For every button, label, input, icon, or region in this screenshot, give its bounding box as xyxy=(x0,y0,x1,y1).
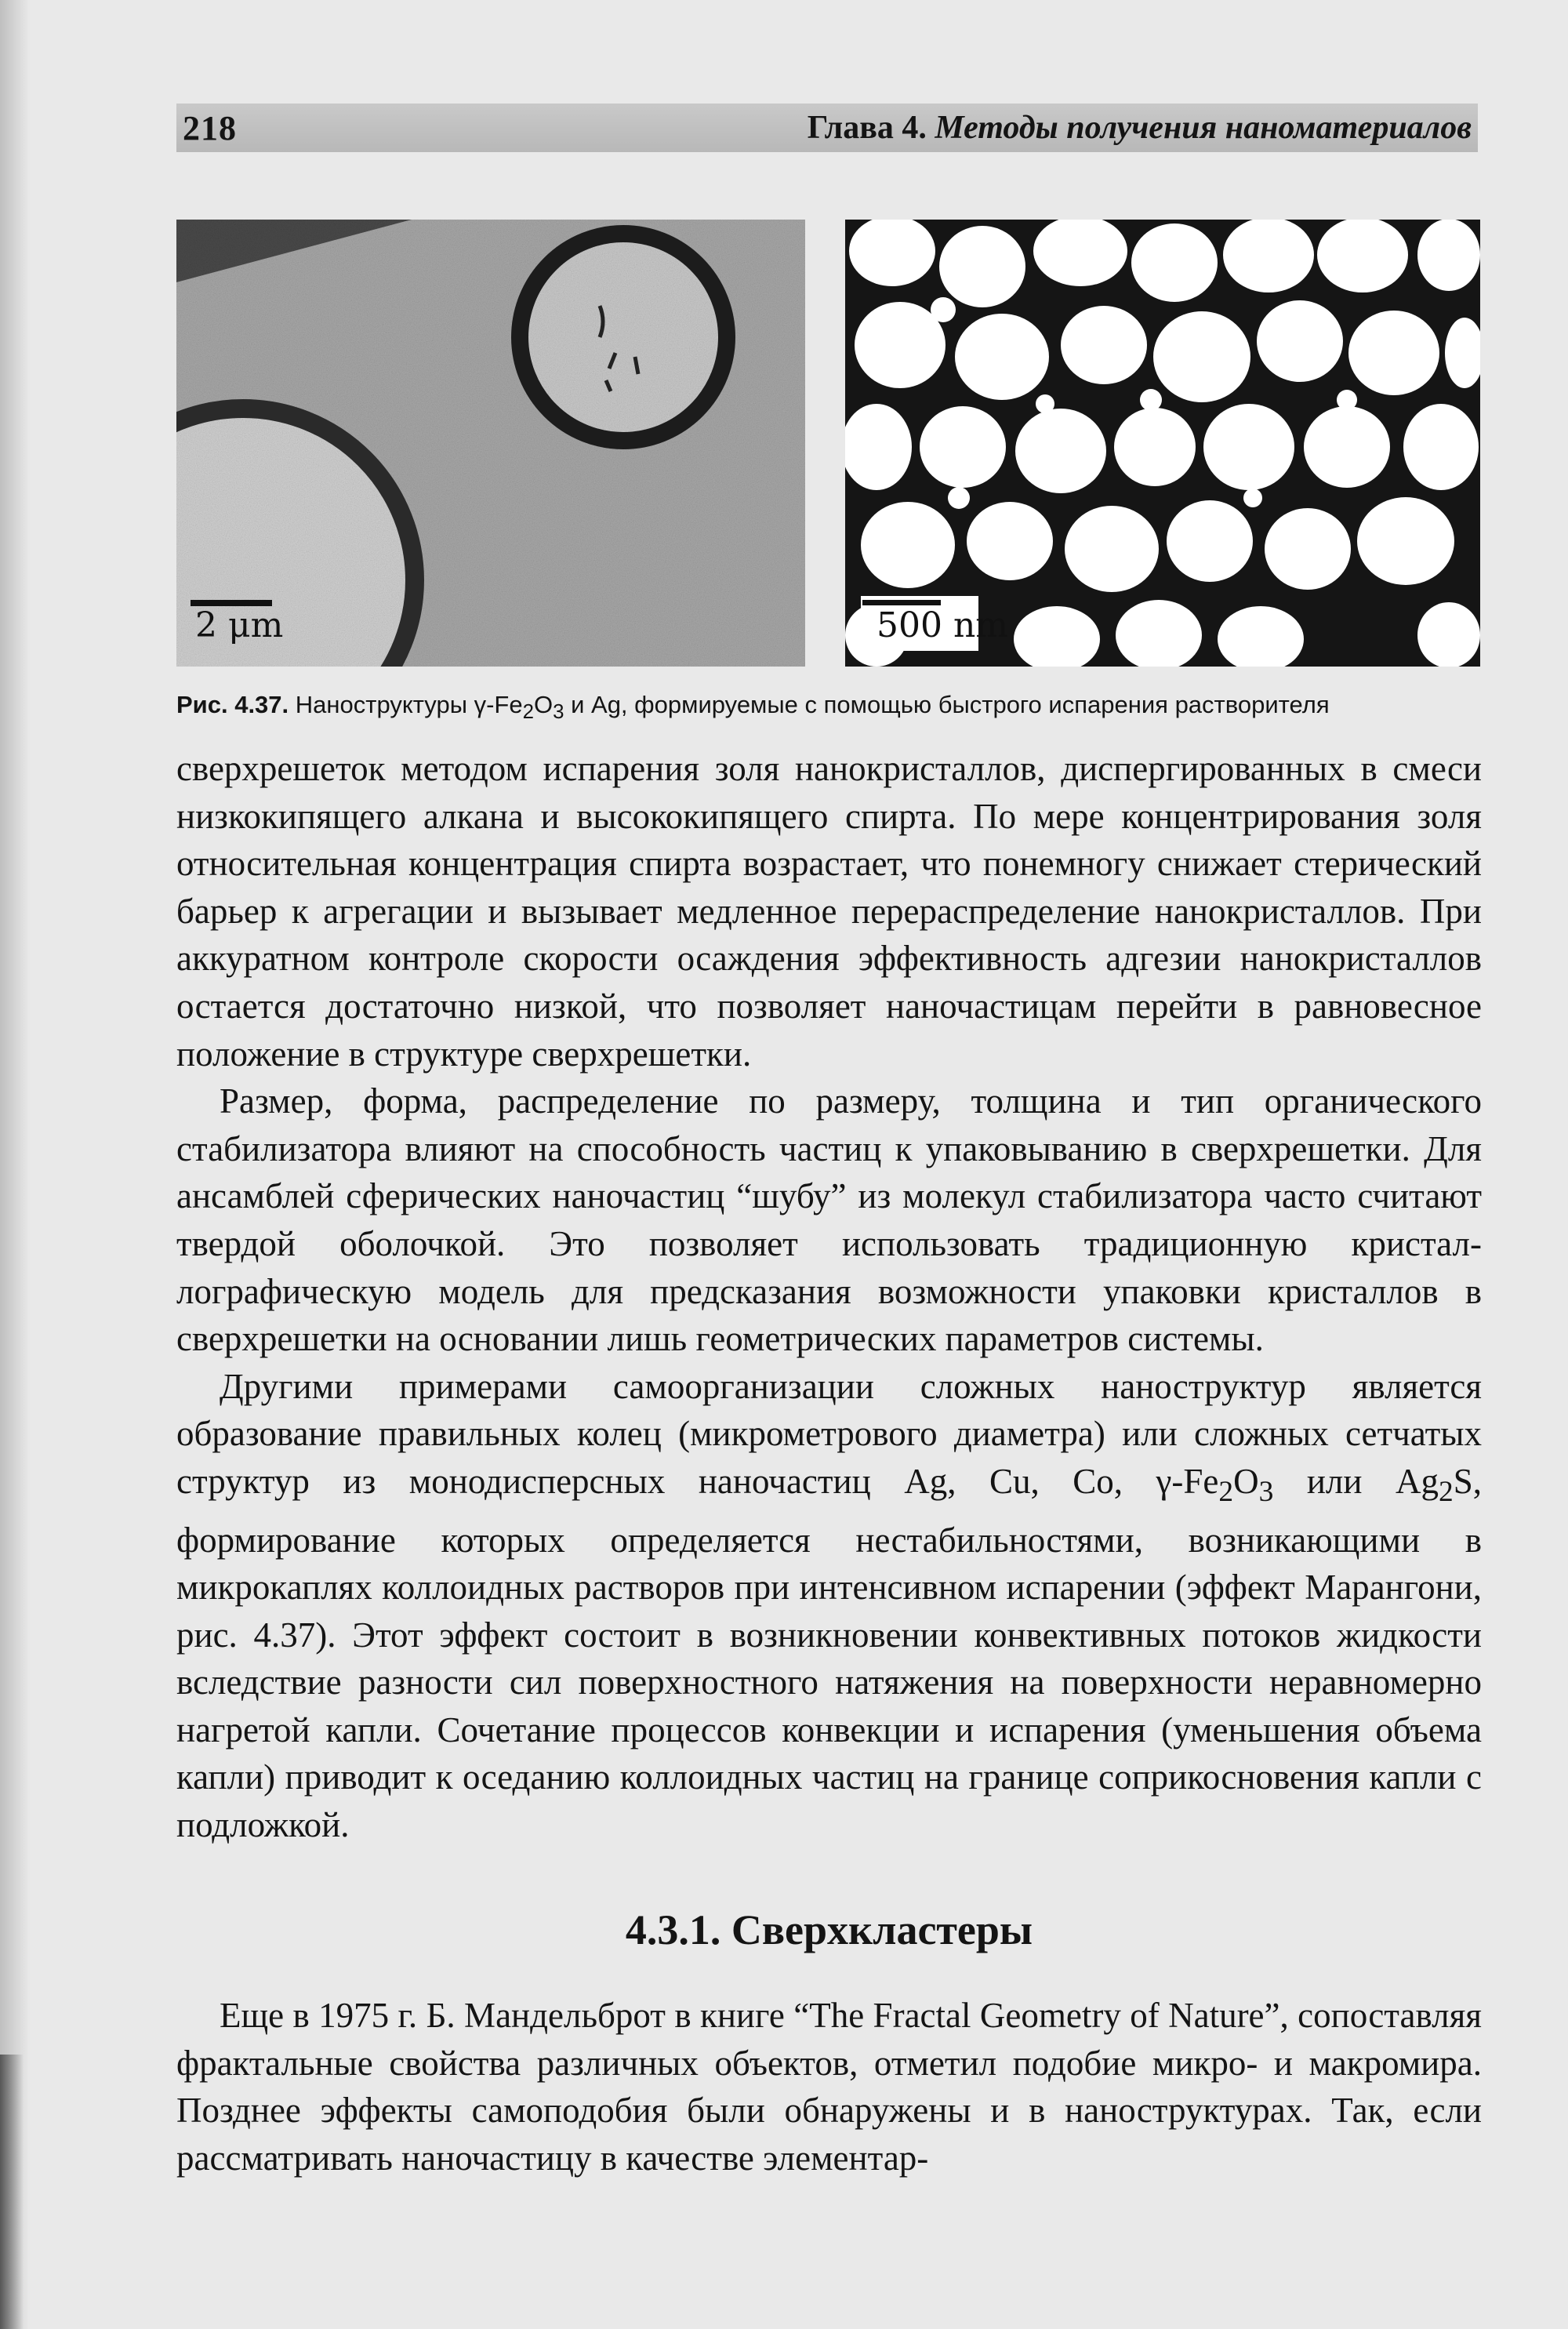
paragraph-text: O xyxy=(1233,1461,1259,1501)
subscript: 2 xyxy=(1438,1475,1454,1508)
micrograph-rings-image xyxy=(176,220,805,667)
paragraph-text: S, формирование которых определяется нестабильностями, возникающими в микрокаплях коллоидных растворов при интенсивном испарении (эффект Марангони, рис. 4.37). Этот эффект состоит в возникновении конвективных потоков жидкости вследствие разности сил поверхностного натяжения на поверхности неравномерно нагретой капли. Сочетание процессов конвекции и испарения (уменьшения объема капли) приводит к оседанию коллоидных частиц на границе соприкосновения капли с подложкой. xyxy=(176,1461,1482,1845)
caption-text: Наноструктуры γ-Fe xyxy=(289,691,523,718)
paragraph: сверхрешеток методом испарения золя нанокристаллов, диспергированных в смеси низкокипящего алкана и высококипящего спирта. По мере концентрирования золя относительная концентрация спирта возрастает, что понемногу снижает стерический барьер к агрегации и вызывает медленное перераспределение нанокристаллов. При аккуратном контроле скорости осаждения эффективность адгезии нанокристаллов остается достаточно низкой, что позволяет наночастицам перейти в равновесное положение в структуре сверхрешетки. xyxy=(176,749,1482,1074)
paragraph-text: Другими примерами самоорганизации сложных наноструктур является образование правильных колец (микрометрового диаметра) или сложных сетчатых структур из монодисперсных наночастиц Ag, Cu, Co, γ-Fe xyxy=(176,1366,1482,1501)
chapter-title: Методы получения наноматериалов xyxy=(935,110,1472,146)
micrograph-rings xyxy=(176,220,805,667)
scale-bar-label-right: 500 nm xyxy=(877,605,1009,645)
scale-bar-label-left: 2 μm xyxy=(195,605,284,645)
subscript: 2 xyxy=(1218,1475,1234,1508)
subscript: 3 xyxy=(1258,1475,1274,1508)
page-binding-shadow xyxy=(0,2055,24,2329)
micrograph-network xyxy=(845,220,1480,667)
caption-subscript: 2 xyxy=(522,701,534,724)
paragraph: Размер, форма, распределение по размеру, толщина и тип органического стабилизатора влияют на способность частиц к упаковыванию в сверхрешетки. Для ансамблей сферических наночастиц “шубу” из молекул стабилизатора часто считают твердой оболочкой. Это позволяет использовать традиционную кристаллографическую модель для предсказания возможности упаковки кристаллов в сверхрешетки на основании лишь геометрических параметров системы. xyxy=(176,1081,1482,1359)
section-heading: 4.3.1. Сверхкластеры xyxy=(625,1906,1033,1953)
figure-caption xyxy=(176,690,1482,725)
chapter-number: Глава 4. xyxy=(807,110,927,146)
running-header xyxy=(176,104,1478,152)
caption-subscript: 3 xyxy=(553,701,564,724)
figure-label: Рис. 4.37. xyxy=(176,691,289,718)
page-edge-shadow xyxy=(0,0,30,2329)
paragraph xyxy=(176,1363,1482,1849)
body-text-section xyxy=(176,1992,1482,2182)
caption-text: и Ag, формируемые с помощью быстрого испарения растворителя xyxy=(564,691,1330,718)
body-text xyxy=(176,745,1482,1849)
paragraph-text: или Ag xyxy=(1273,1461,1439,1501)
page-number: 218 xyxy=(183,108,237,147)
paragraph: Еще в 1975 г. Б. Мандельброт в книге “The Fractal Geometry of Nature”, сопоставляя фрактальные свойства различных объектов, отметил подобие микро- и макромира. Позднее эффекты самоподобия были обнаружены и в наноструктурах. Так, если рассматривать наночастицу в качестве элементар- xyxy=(176,1996,1482,2178)
micrograph-network-image xyxy=(845,220,1480,667)
caption-text: O xyxy=(533,691,554,718)
running-head xyxy=(808,109,1472,147)
